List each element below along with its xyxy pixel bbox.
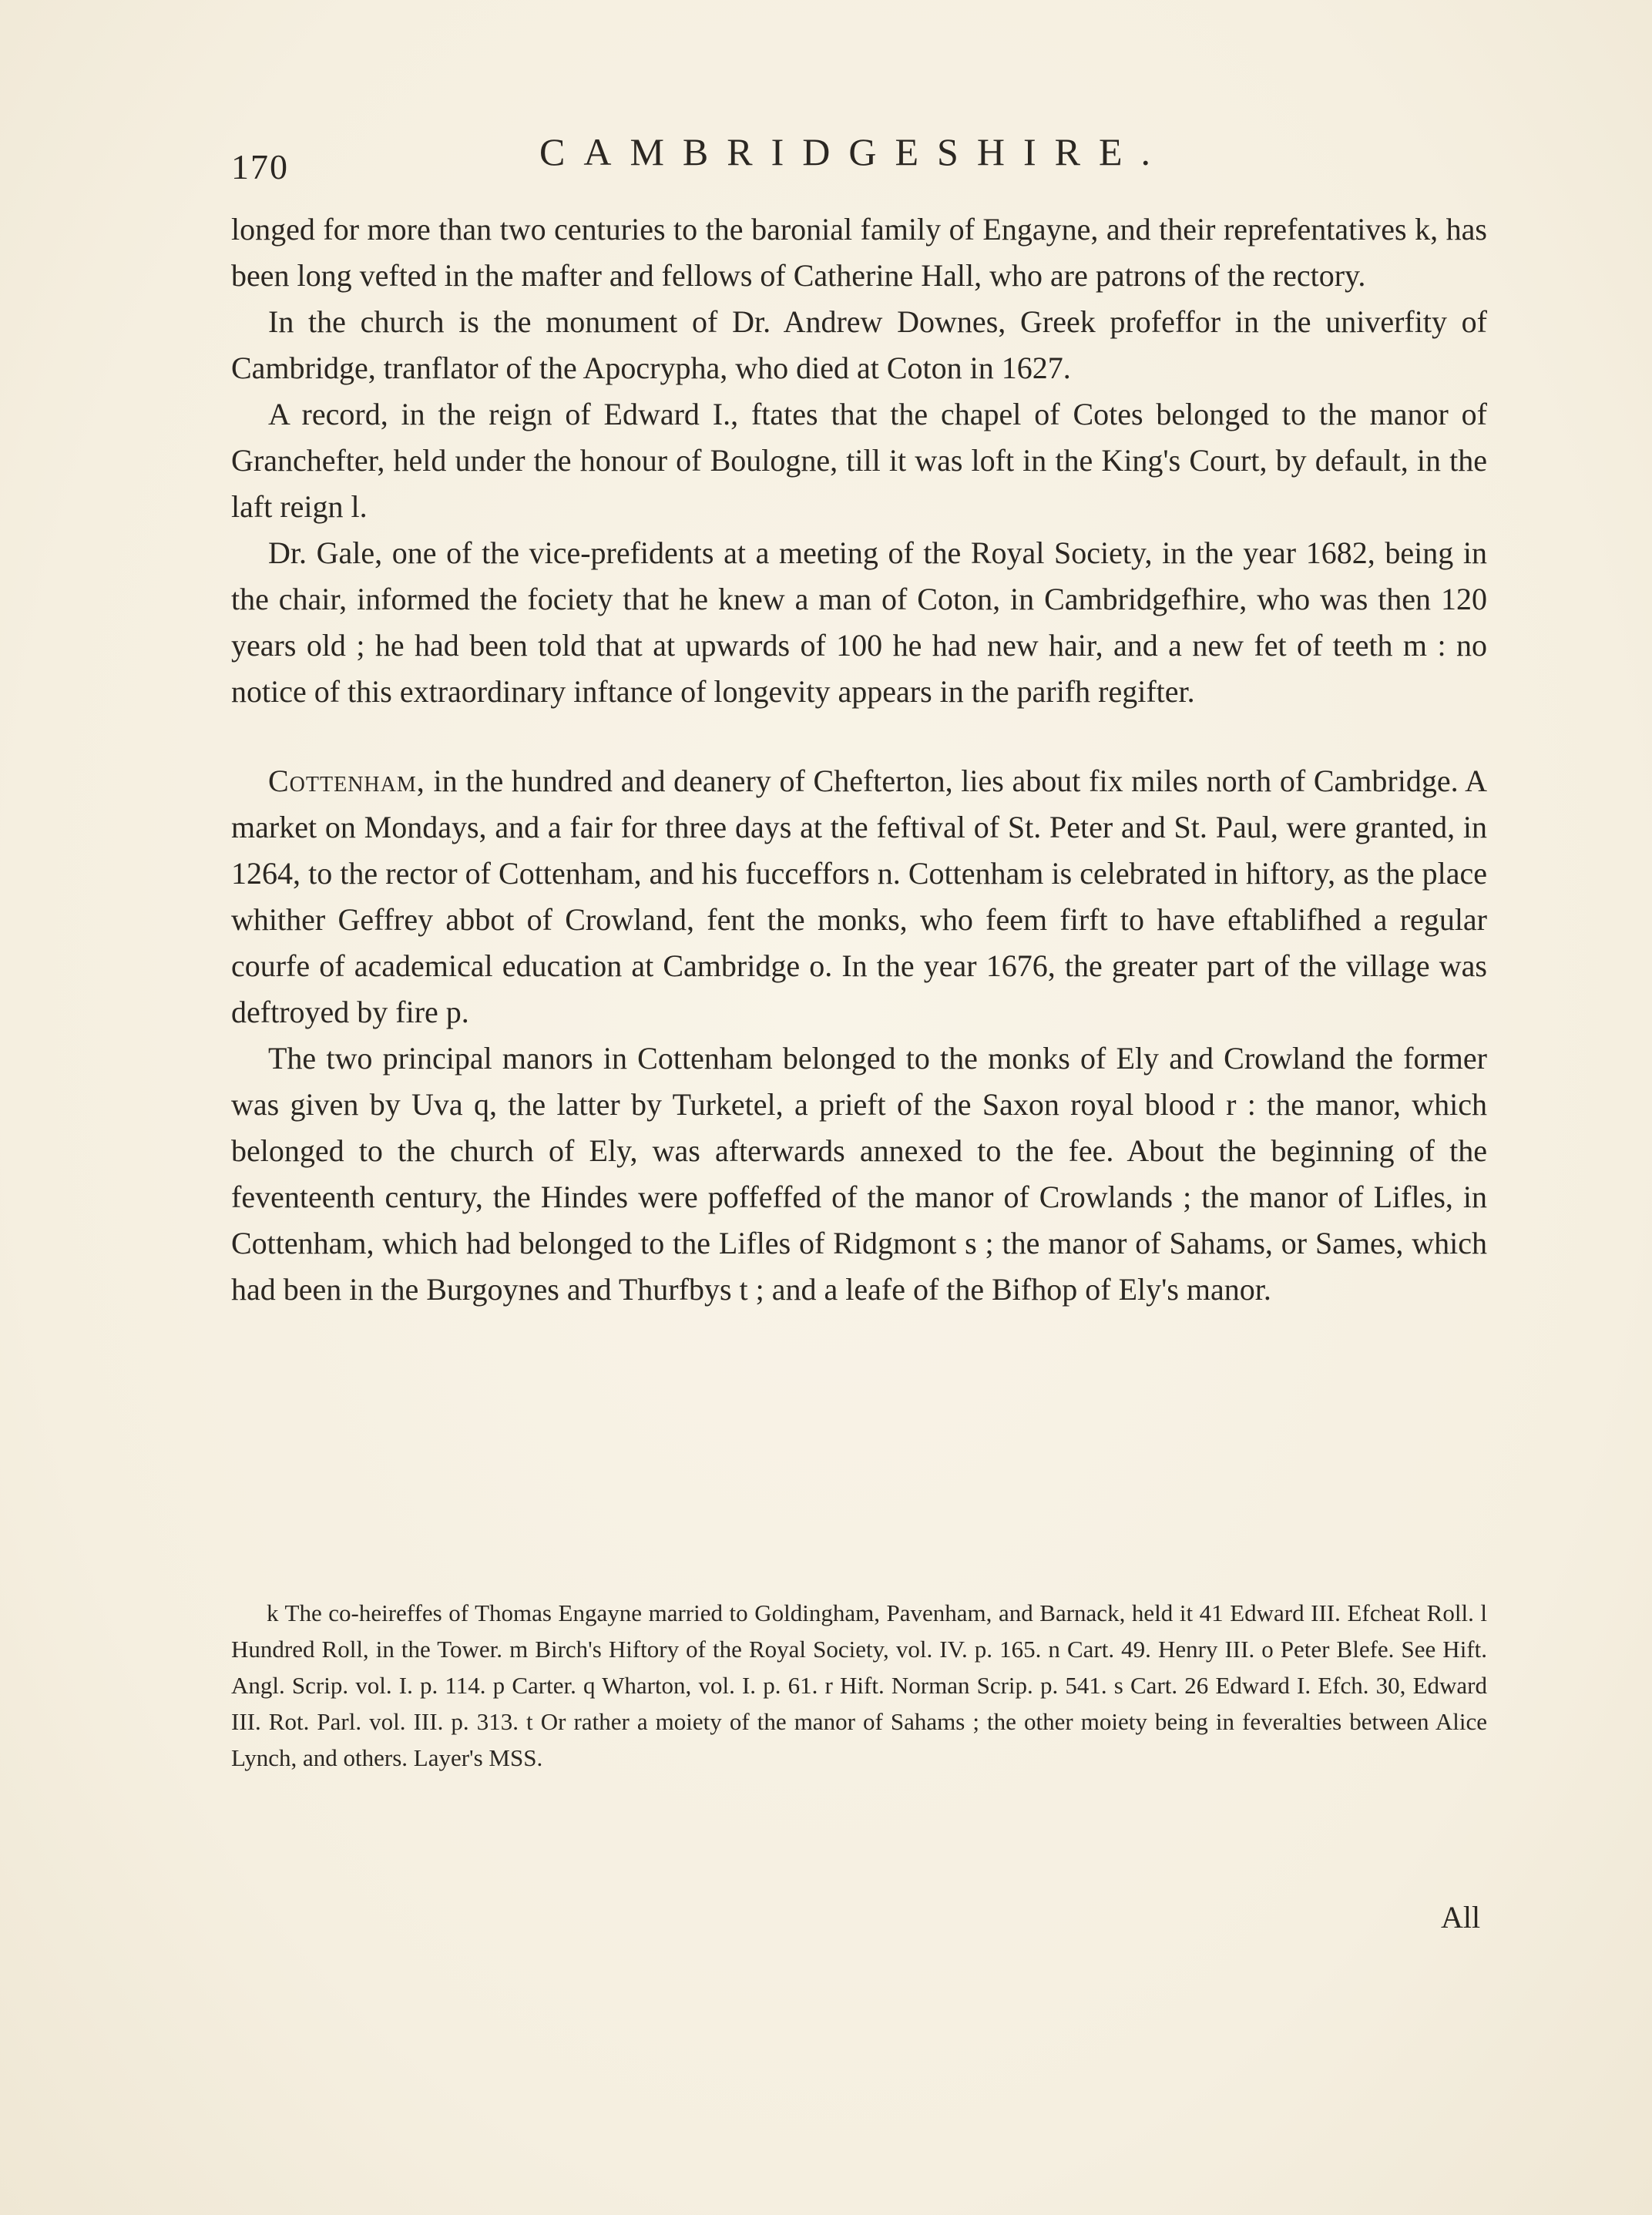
catchword: All (1441, 1900, 1481, 1935)
cottenham-heading: Cottenham, (268, 764, 425, 798)
footnote-block: k The co-heireffes of Thomas Engayne married to Goldingham, Pavenham, and Barnack, held it 41 Edward III. Efcheat Roll. l Hundred Roll, in the Tower. m Birch's Hiftory of the Royal Society, vol. IV. p. 165. n Cart. 49. Henry III. o Peter Blefe. See Hift. Angl. Scrip. vol. I. p. 114. p Carter. q Wharton, vol. I. p. 61. r Hift. Norman Scrip. p. 541. s Cart. 26 Edward I. Efch. 30, Edward III. Rot. Parl. vol. III. p. 313. t Or rather a moiety of the manor of Sahams ; the other moiety being in feveralties between Alice Lynch, and others. Layer's MSS. (231, 1599, 1487, 1771)
paragraph-record: A record, in the reign of Edward I., ftates that the chapel of Cotes belonged to the manor of Granchefter, held under the honour of Boulogne, till it was loft in the King's Court, by default, in the laft reign l. (231, 397, 1487, 524)
footnotes (231, 1595, 1487, 1776)
body-text (231, 206, 1487, 1313)
page-number: 170 (231, 147, 289, 186)
paragraph-downes: In the church is the monument of Dr. Andrew Downes, Greek profeffor in the univerfity of Cambridge, tranflator of the Apocrypha, who died at Coton in 1627. (231, 304, 1487, 385)
cottenham-text: in the hundred and deanery of Chefterton, lies about fix miles north of Cambridge. A market on Mondays, and a fair for three days at the feftival of St. Peter and St. Paul, were granted, in 1264, to the rector of Cottenham, and his fucceffors n. Cottenham is celebrated in hiftory, as the place whither Geffrey abbot of Crowland, fent the monks, who feem firft to have eftablifhed a regular courfe of academical education at Cambridge o. In the year 1676, the greater part of the village was deftroyed by fire p. (231, 764, 1487, 1029)
paragraph-engayne: longed for more than two centuries to the baronial family of Engayne, and their reprefentatives k, has been long vefted in the mafter and fellows of Catherine Hall, who are patrons of the rectory. (231, 212, 1487, 293)
running-head (231, 129, 1503, 191)
running-title: CAMBRIDGESHIRE. (539, 130, 1169, 173)
paragraph-manors: The two principal manors in Cottenham belonged to the monks of Ely and Crowland the former was given by Uva q, the latter by Turketel, a prieft of the Saxon royal blood r : the manor, which belonged to the church of Ely, was afterwards annexed to the fee. About the beginning of the feventeenth century, the Hindes were poffeffed of the manor of Crowlands ; the manor of Lifles, in Cottenham, which had belonged to the Lifles of Ridgmont s ; the manor of Sahams, or Sames, which had been in the Burgoynes and Thurfbys t ; and a leafe of the Bifhop of Ely's manor. (231, 1041, 1487, 1307)
paragraph-gale: Dr. Gale, one of the vice-prefidents at a meeting of the Royal Society, in the year 1682, being in the chair, informed the fociety that he knew a man of Coton, in Cambridgefhire, who was then 120 years old ; he had been told that at upwards of 100 he had new hair, and a new fet of teeth m : no notice of this extraordinary inftance of longevity appears in the parifh regifter. (231, 535, 1487, 709)
paragraph-cottenham (231, 758, 1487, 1035)
